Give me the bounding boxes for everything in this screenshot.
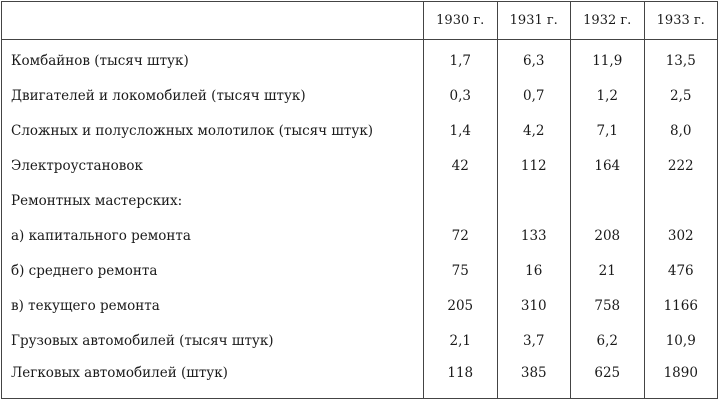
row-label: Сложных и полусложных молотилок (тысяч штук) — [2, 113, 424, 148]
value-cell: 385 — [497, 358, 571, 399]
value-cell: 118 — [424, 358, 498, 399]
value-cell: 16 — [497, 253, 571, 288]
value-cell: 11,9 — [571, 40, 645, 79]
row-label: Двигателей и локомобилей (тысяч штук) — [2, 78, 424, 113]
header-row — [2, 2, 718, 40]
value-cell: 476 — [644, 253, 718, 288]
value-cell: 10,9 — [644, 323, 718, 358]
table-row-section-heading — [2, 183, 718, 218]
value-cell: 8,0 — [644, 113, 718, 148]
row-label: Легковых автомобилей (штук) — [2, 358, 424, 399]
table-row — [2, 358, 718, 399]
value-cell: 2,5 — [644, 78, 718, 113]
row-label: Ремонтных мастерских: — [2, 183, 424, 218]
value-cell: 1,7 — [424, 40, 498, 79]
table-row — [2, 113, 718, 148]
value-cell: 1,4 — [424, 113, 498, 148]
year-header-1932: 1932 г. — [571, 2, 645, 40]
value-cell: 3,7 — [497, 323, 571, 358]
statistics-table — [1, 1, 718, 399]
value-cell: 6,2 — [571, 323, 645, 358]
value-cell: 0,3 — [424, 78, 498, 113]
value-cell: 758 — [571, 288, 645, 323]
table-row — [2, 323, 718, 358]
value-cell: 302 — [644, 218, 718, 253]
value-cell: 4,2 — [497, 113, 571, 148]
table-row — [2, 40, 718, 79]
value-cell: 2,1 — [424, 323, 498, 358]
row-label: б) среднего ремонта — [2, 253, 424, 288]
value-cell: 21 — [571, 253, 645, 288]
row-label: Грузовых автомобилей (тысяч штук) — [2, 323, 424, 358]
row-label: а) капитального ремонта — [2, 218, 424, 253]
year-header-1930: 1930 г. — [424, 2, 498, 40]
value-cell: 6,3 — [497, 40, 571, 79]
value-cell: 205 — [424, 288, 498, 323]
value-cell: 112 — [497, 148, 571, 183]
value-cell: 1,2 — [571, 78, 645, 113]
year-header-1931: 1931 г. — [497, 2, 571, 40]
corner-cell — [2, 2, 424, 40]
value-cell: 310 — [497, 288, 571, 323]
year-header-1933: 1933 г. — [644, 2, 718, 40]
value-cell: 1890 — [644, 358, 718, 399]
value-cell: 164 — [571, 148, 645, 183]
value-cell: 0,7 — [497, 78, 571, 113]
table-row — [2, 288, 718, 323]
value-cell: 208 — [571, 218, 645, 253]
value-cell: 75 — [424, 253, 498, 288]
value-cell — [571, 183, 645, 218]
table-row — [2, 148, 718, 183]
value-cell: 7,1 — [571, 113, 645, 148]
value-cell: 72 — [424, 218, 498, 253]
table-row — [2, 253, 718, 288]
table-row — [2, 78, 718, 113]
row-label: в) текущего ремонта — [2, 288, 424, 323]
value-cell: 1166 — [644, 288, 718, 323]
value-cell: 13,5 — [644, 40, 718, 79]
row-label: Электроустановок — [2, 148, 424, 183]
value-cell: 625 — [571, 358, 645, 399]
value-cell: 222 — [644, 148, 718, 183]
value-cell — [424, 183, 498, 218]
value-cell — [497, 183, 571, 218]
value-cell — [644, 183, 718, 218]
value-cell: 42 — [424, 148, 498, 183]
value-cell: 133 — [497, 218, 571, 253]
table-row — [2, 218, 718, 253]
row-label: Комбайнов (тысяч штук) — [2, 40, 424, 79]
